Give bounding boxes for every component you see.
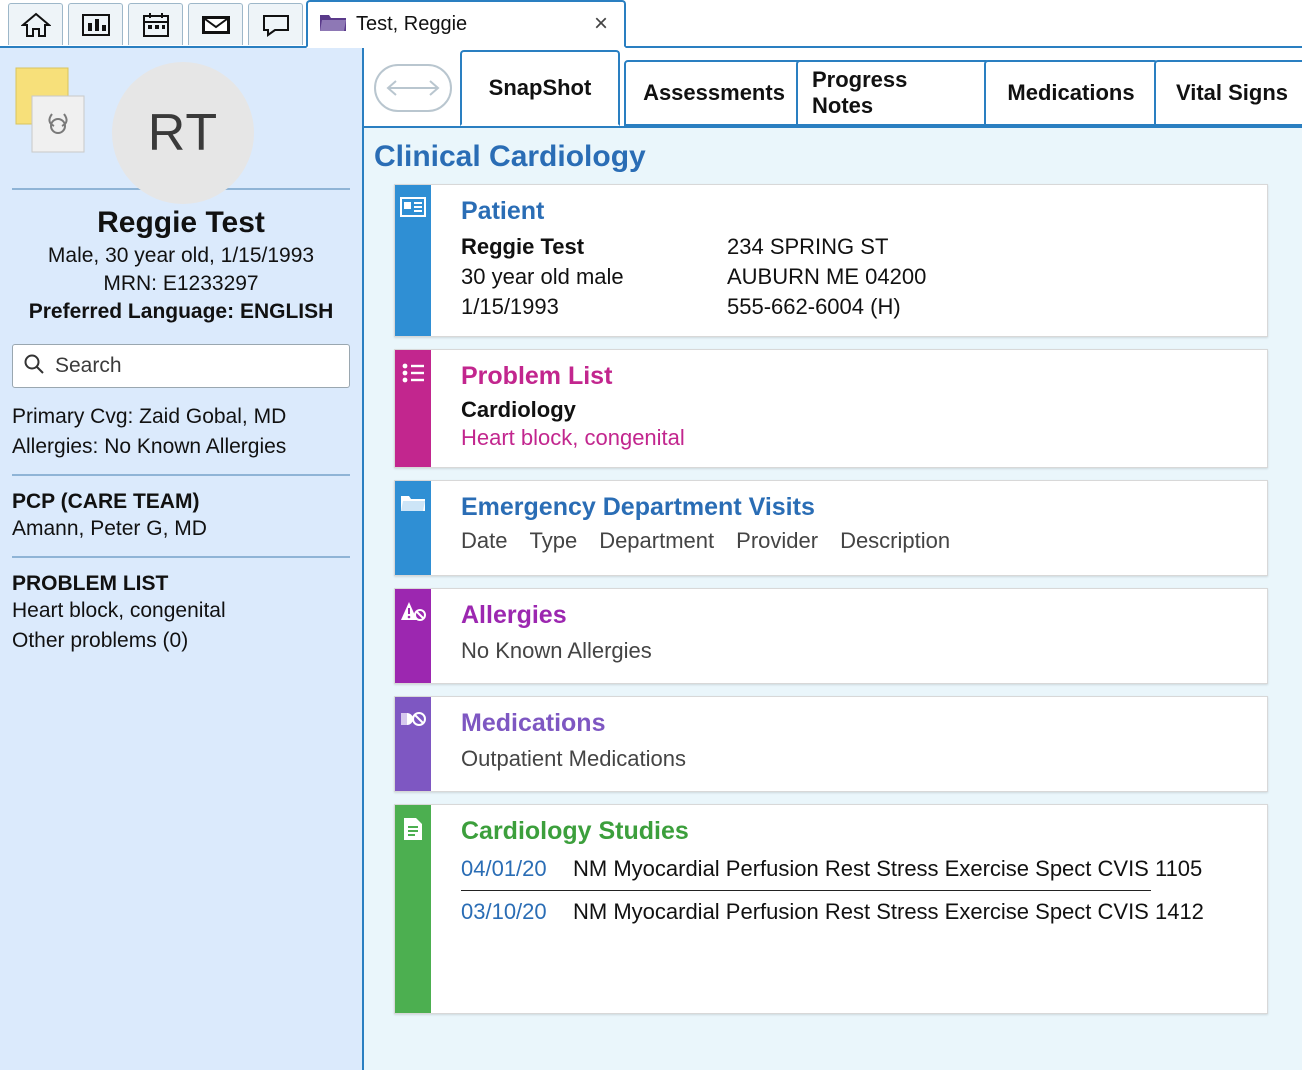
tab-label: SnapShot xyxy=(488,75,592,100)
study-date: 03/10/20 xyxy=(461,899,547,924)
home-icon xyxy=(21,11,51,39)
sidebar-search[interactable] xyxy=(12,344,350,388)
study-description: NM Myocardial Perfusion Rest Stress Exercise Spect CVIS 1105 xyxy=(573,856,1203,881)
divider xyxy=(12,474,350,476)
patient-workspace-tab[interactable] xyxy=(306,0,626,48)
calendar-icon xyxy=(141,11,171,39)
column-header: Type xyxy=(529,528,578,553)
column-header: Description xyxy=(840,528,951,553)
pcp-block xyxy=(0,490,362,544)
tab-medications[interactable] xyxy=(984,60,1158,126)
pcp-name: Amann, Peter G, MD xyxy=(12,517,207,540)
card-title: Emergency Department Visits xyxy=(461,493,815,521)
cardiology-studies-card[interactable] xyxy=(394,804,1268,1014)
medications-body: Outpatient Medications xyxy=(461,746,687,771)
tab-label: Progress Notes xyxy=(812,67,908,118)
tab-label: Vital Signs xyxy=(1175,80,1289,105)
tab-assessments[interactable] xyxy=(624,60,804,126)
chat-icon xyxy=(261,12,291,38)
list-icon xyxy=(401,362,425,389)
close-icon[interactable]: × xyxy=(593,10,608,37)
allergies-summary: Allergies: No Known Allergies xyxy=(12,435,287,458)
patient-sidebar xyxy=(0,48,364,1070)
list-item: Other problems (0) xyxy=(12,629,189,652)
activity-tab-bar xyxy=(364,48,1302,126)
column-header: Date xyxy=(461,528,508,553)
problem-item[interactable]: Heart block, congenital xyxy=(461,425,685,450)
list-item: Heart block, congenital xyxy=(12,599,226,622)
card-list xyxy=(364,184,1302,1014)
patient-address-line2: AUBURN ME 04200 xyxy=(727,264,927,289)
problem-list-header: PROBLEM LIST xyxy=(12,572,169,595)
patient-language: Preferred Language: ENGLISH xyxy=(28,300,334,323)
secure-chat-tab[interactable] xyxy=(248,3,303,45)
patient-tab-label: Test, Reggie xyxy=(356,12,468,35)
allergies-body: No Known Allergies xyxy=(461,638,652,663)
pill-icon xyxy=(400,709,426,734)
patient-phone: 555-662-6004 (H) xyxy=(727,294,901,319)
search-input[interactable] xyxy=(53,353,339,379)
patient-details xyxy=(461,232,1251,322)
content-area xyxy=(364,48,1302,1070)
tab-progress-notes[interactable] xyxy=(796,60,990,126)
search-icon xyxy=(23,353,45,380)
column-header: Department xyxy=(599,528,715,553)
schedule-tab[interactable] xyxy=(128,3,183,45)
divider xyxy=(461,890,1151,891)
tab-label: Assessments xyxy=(643,80,785,105)
tab-vital-signs[interactable] xyxy=(1154,60,1302,126)
patient-name: Reggie Test xyxy=(97,206,265,239)
patient-header xyxy=(0,48,362,188)
back-forward-icon xyxy=(382,75,444,101)
patient-age-sex-value: 30 year old male xyxy=(461,264,624,289)
workspace-tab-strip xyxy=(0,0,1302,48)
page-title: Clinical Cardiology xyxy=(374,140,646,173)
in-basket-tab[interactable] xyxy=(188,3,243,45)
divider xyxy=(12,556,350,558)
card-stripe xyxy=(395,481,431,575)
card-title: Patient xyxy=(461,197,545,225)
folder-icon xyxy=(318,10,348,39)
sticky-note-icon xyxy=(14,66,92,158)
workspace-body xyxy=(0,48,1302,1070)
patient-mrn: MRN: E1233297 xyxy=(103,272,259,295)
allergy-warning-icon xyxy=(400,601,426,628)
allergies-card[interactable] xyxy=(394,588,1268,684)
card-title: Problem List xyxy=(461,362,613,390)
patient-demographics: Male, 30 year old, 1/15/1993 xyxy=(47,244,315,267)
tab-snapshot[interactable] xyxy=(460,50,620,126)
card-title: Medications xyxy=(461,709,606,737)
id-card-icon xyxy=(400,197,426,222)
ed-visits-card[interactable] xyxy=(394,480,1268,576)
folder-icon xyxy=(400,493,426,518)
navigation-arrows[interactable] xyxy=(374,64,452,112)
patient-card[interactable] xyxy=(394,184,1268,337)
patient-dob-value: 1/15/1993 xyxy=(461,294,559,319)
study-description: NM Myocardial Perfusion Rest Stress Exercise Spect CVIS 1412 xyxy=(573,899,1204,924)
medications-card[interactable] xyxy=(394,696,1268,792)
study-row[interactable] xyxy=(461,895,1251,929)
card-stripe xyxy=(395,805,431,1013)
patient-name-value: Reggie Test xyxy=(461,234,585,259)
card-stripe xyxy=(395,589,431,683)
study-row[interactable] xyxy=(461,852,1251,886)
pcp-header: PCP (CARE TEAM) xyxy=(12,490,200,513)
ed-visits-columns xyxy=(461,528,1251,554)
card-title: Allergies xyxy=(461,601,567,629)
card-stripe xyxy=(395,185,431,336)
avatar-initials: RT xyxy=(147,104,219,162)
document-icon xyxy=(402,817,424,846)
problem-list-block xyxy=(0,572,362,656)
card-stripe xyxy=(395,350,431,467)
coverage-block xyxy=(0,402,362,462)
problem-list-card[interactable] xyxy=(394,349,1268,468)
patient-address-line1: 234 SPRING ST xyxy=(727,234,889,259)
tab-label: Medications xyxy=(1007,80,1135,105)
problem-specialty: Cardiology xyxy=(461,397,576,422)
primary-coverage: Primary Cvg: Zaid Gobal, MD xyxy=(12,405,287,428)
home-tab[interactable] xyxy=(8,3,63,45)
study-date: 04/01/20 xyxy=(461,856,547,881)
card-title: Cardiology Studies xyxy=(461,817,689,845)
snapshot-panel xyxy=(364,126,1302,1070)
inbox-icon xyxy=(200,12,232,38)
column-header: Provider xyxy=(736,528,819,553)
chart-icon xyxy=(81,12,111,38)
chart-review-tab[interactable] xyxy=(68,3,123,45)
avatar xyxy=(112,62,254,204)
card-stripe xyxy=(395,697,431,791)
